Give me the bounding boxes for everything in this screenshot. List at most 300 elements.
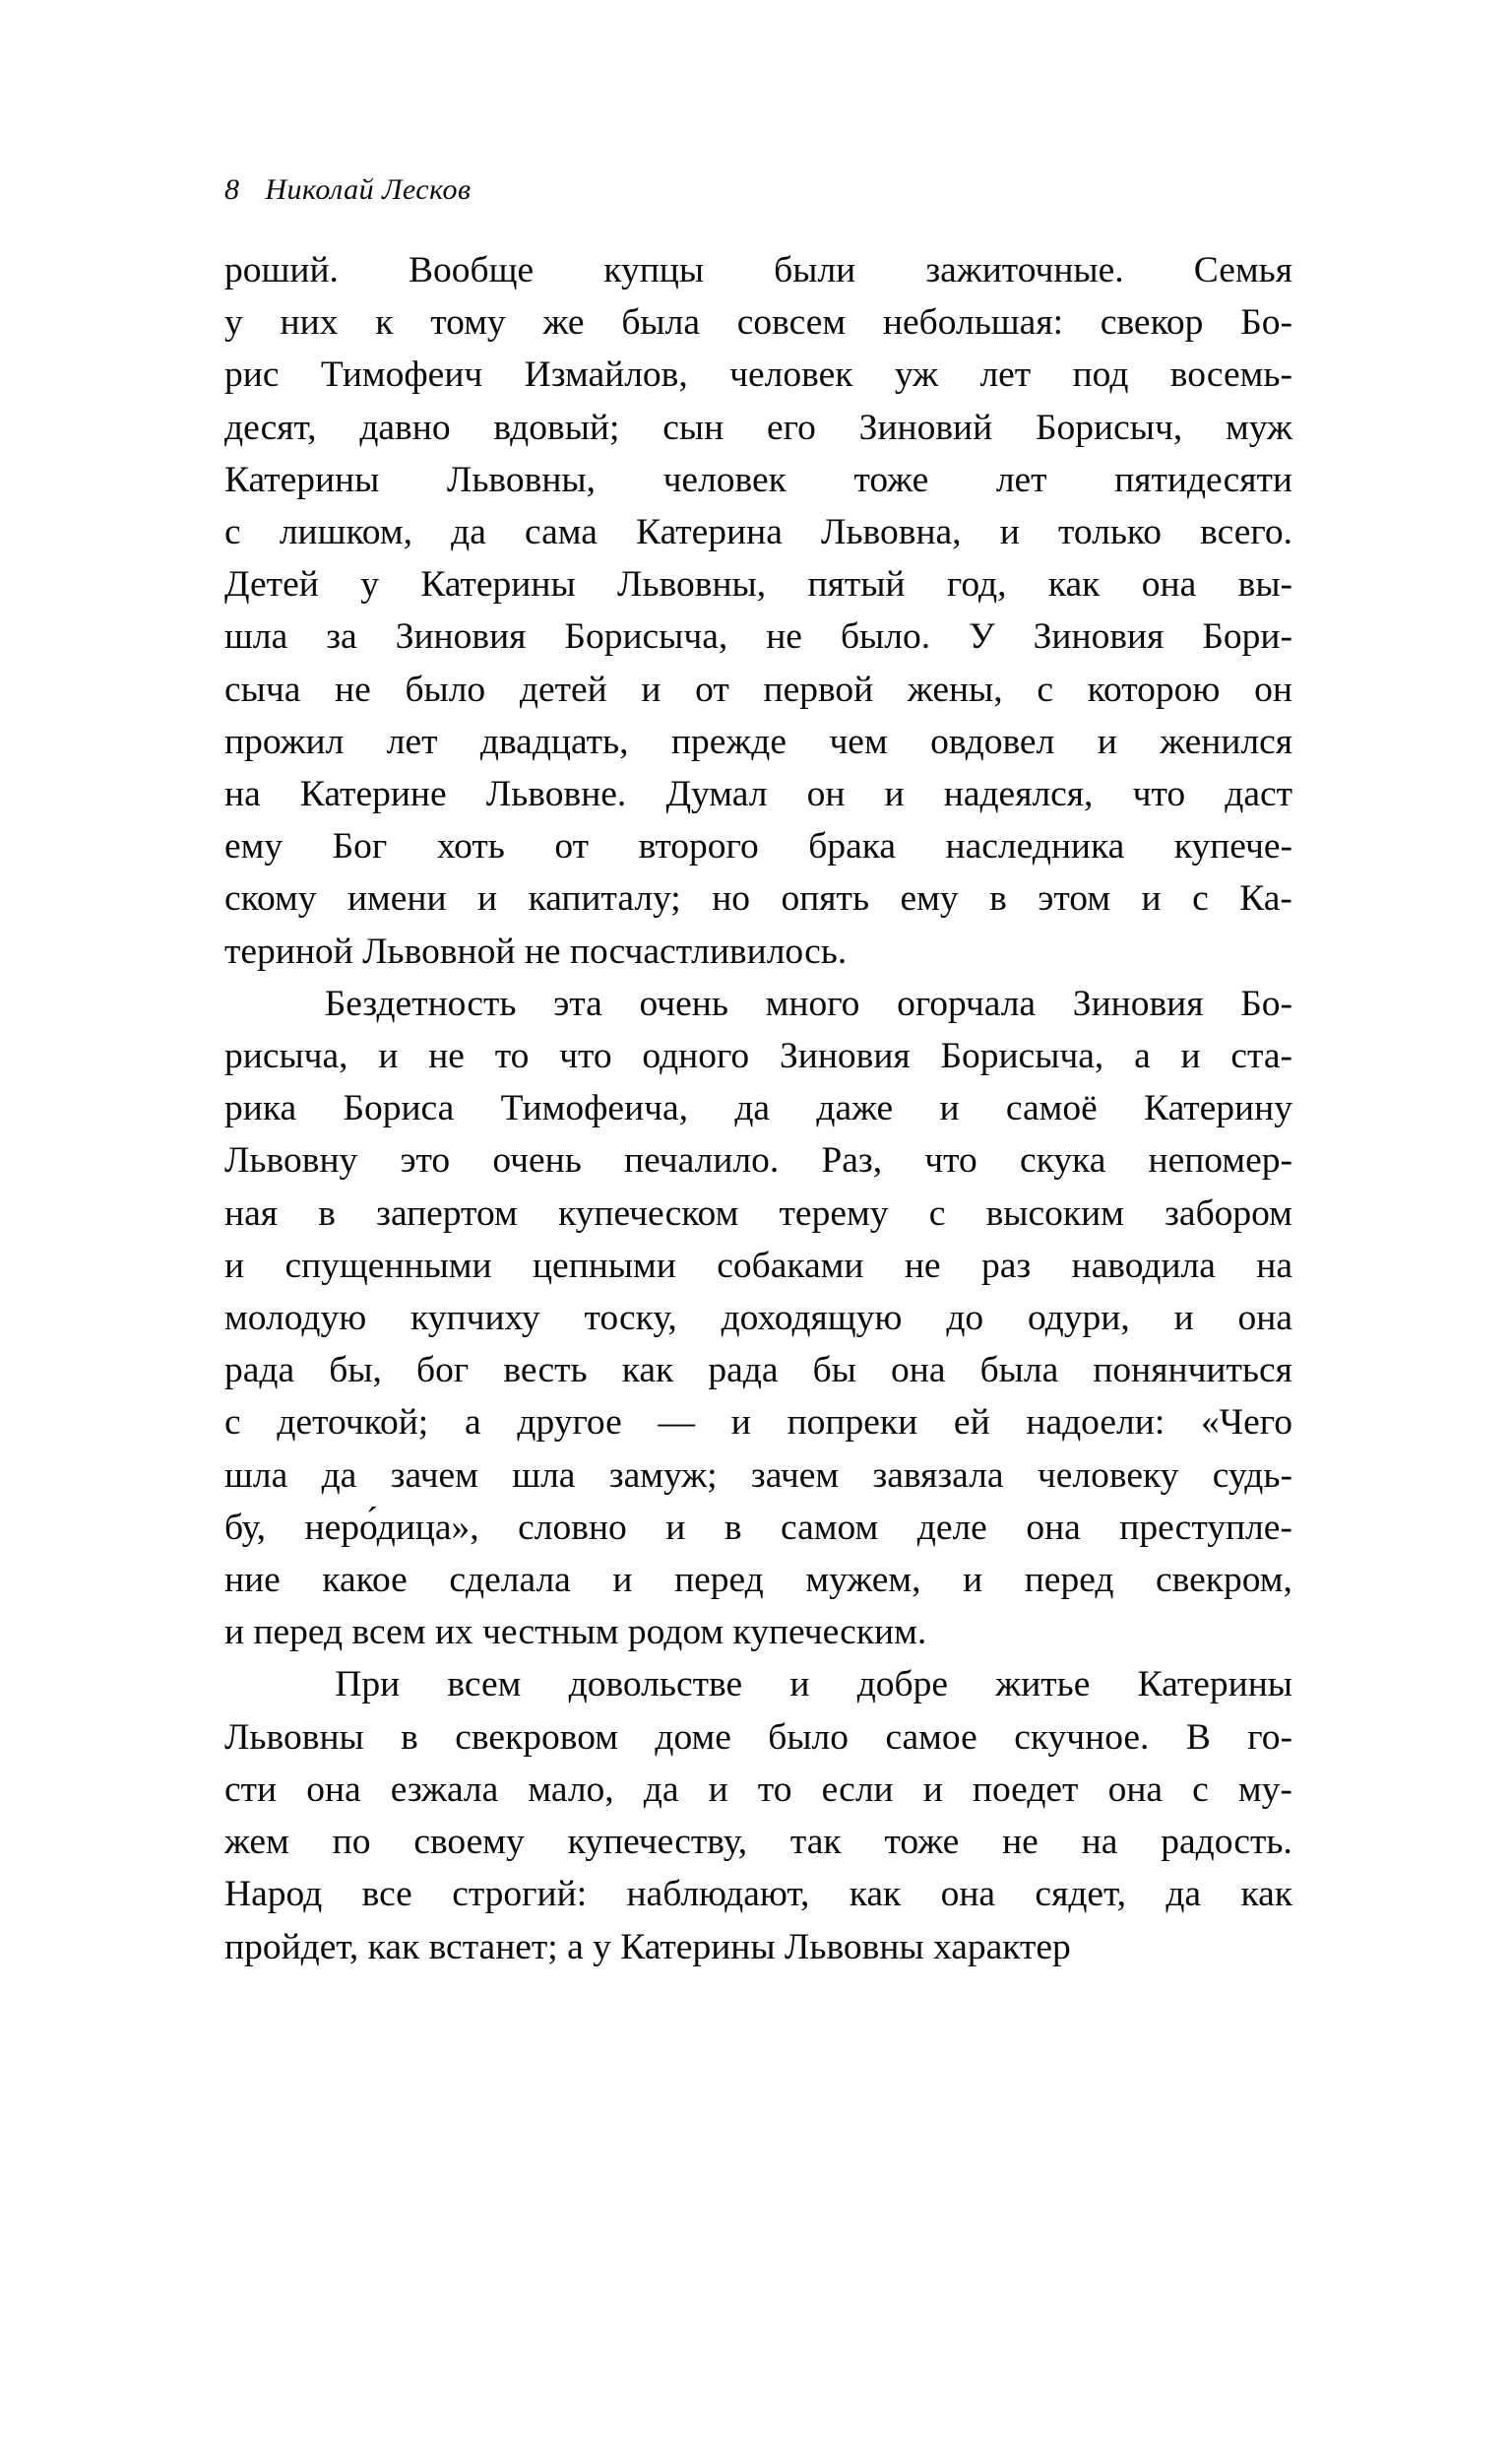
- text-word: наследника: [945, 826, 1125, 868]
- text-line: [224, 716, 1292, 768]
- text-word: лет: [386, 721, 438, 762]
- text-word: первой: [763, 669, 874, 710]
- text-word: шла: [224, 616, 288, 658]
- text-word: Народ: [224, 1874, 323, 1915]
- text-word: на: [1256, 1245, 1292, 1286]
- text-word: капиталу;: [528, 878, 681, 920]
- text-word: уж: [894, 354, 939, 396]
- text-word: эта: [553, 983, 602, 1024]
- text-word: а: [464, 1402, 481, 1444]
- text-word: доходящую: [721, 1298, 903, 1339]
- text-word: зажиточные.: [925, 250, 1124, 290]
- text-word: да: [1166, 1874, 1202, 1915]
- text-word: и: [612, 1560, 633, 1601]
- text-word: жем: [224, 1822, 289, 1863]
- text-word: свекровом: [455, 1716, 618, 1758]
- text-word: добре: [856, 1664, 949, 1705]
- text-word: она: [891, 1350, 946, 1391]
- text-word: человек: [729, 354, 853, 396]
- text-word: забором: [1165, 1192, 1292, 1234]
- text-word: его: [766, 407, 816, 448]
- text-word: и: [1097, 721, 1117, 762]
- text-word: за: [326, 616, 357, 658]
- text-word: и: [1180, 1036, 1201, 1077]
- text-word: лет: [979, 354, 1032, 396]
- text-word: надоели:: [1026, 1402, 1166, 1444]
- text-word: очень: [639, 983, 728, 1024]
- text-word: купцы: [603, 250, 705, 290]
- text-word: женился: [1160, 721, 1292, 762]
- text-word: как: [621, 1350, 674, 1391]
- text-line: [224, 1868, 1292, 1920]
- text-word: раз: [980, 1245, 1032, 1286]
- text-word: что: [559, 1036, 612, 1077]
- text-word: не: [766, 616, 802, 658]
- text-word: Катерину: [1144, 1088, 1292, 1129]
- text-word: да: [451, 512, 486, 553]
- text-word: пятый: [807, 564, 906, 606]
- text-word: она: [1237, 1298, 1292, 1339]
- text-word: какое: [322, 1560, 408, 1601]
- text-word: своему: [413, 1822, 525, 1863]
- text-word: восемь-: [1169, 354, 1292, 396]
- text-word: как: [849, 1874, 902, 1915]
- text-word: зачем: [750, 1454, 840, 1496]
- text-word: зачем: [390, 1454, 478, 1496]
- text-word: В: [1185, 1716, 1211, 1758]
- text-word: го-: [1247, 1716, 1292, 1758]
- text-word: Вообще: [409, 250, 535, 290]
- text-word: Бориса: [343, 1088, 455, 1129]
- text-word: рада: [224, 1350, 295, 1391]
- text-word: было: [405, 669, 486, 710]
- text-word: бог: [416, 1350, 470, 1391]
- text-word: была: [979, 1350, 1059, 1391]
- text-word: то: [494, 1036, 530, 1077]
- text-word: до: [946, 1298, 984, 1339]
- text-word: тому: [430, 302, 506, 344]
- text-word: была: [621, 302, 700, 344]
- text-word: в: [724, 1507, 742, 1548]
- text-word: даже: [816, 1088, 894, 1129]
- text-word: были: [774, 250, 856, 290]
- text-word: скука: [1019, 1140, 1106, 1182]
- text-word: езжала: [390, 1768, 499, 1810]
- text-word: одури,: [1028, 1298, 1130, 1339]
- text-word: замуж;: [608, 1454, 718, 1496]
- text-word: он: [1254, 669, 1292, 710]
- text-word: небольшая:: [882, 302, 1063, 344]
- text-line: [224, 1188, 1292, 1240]
- text-word: Семья: [1193, 250, 1292, 290]
- text-word: цепными: [532, 1245, 676, 1286]
- text-word: довольстве: [568, 1664, 743, 1705]
- text-word: перед: [1024, 1560, 1114, 1601]
- text-word: радость.: [1161, 1822, 1292, 1863]
- text-word: деточкой;: [277, 1402, 429, 1444]
- text-word: она: [1141, 564, 1197, 606]
- text-line: [224, 664, 1292, 716]
- text-word: При: [335, 1664, 401, 1705]
- text-word: Зиновия: [1033, 616, 1165, 658]
- text-word: Львовне.: [485, 774, 627, 815]
- text-word: деле: [916, 1507, 987, 1548]
- text-word: что: [1132, 774, 1186, 815]
- text-word: Борисыч,: [1036, 407, 1183, 448]
- text-word: как: [1240, 1874, 1292, 1915]
- text-word: пятидесяти: [1114, 459, 1292, 500]
- body-text: [224, 244, 1292, 1973]
- text-line: [224, 349, 1292, 401]
- paragraph-indent: [224, 1658, 287, 1710]
- page-number: 8: [224, 173, 240, 206]
- text-word: с: [1192, 1768, 1209, 1810]
- text-word: у: [224, 302, 243, 344]
- text-word: человеку: [1037, 1454, 1179, 1496]
- text-word: человек: [662, 459, 787, 500]
- text-word: что: [924, 1140, 977, 1182]
- text-word: непомер-: [1148, 1140, 1292, 1182]
- text-word: так: [789, 1822, 842, 1863]
- text-word: да: [643, 1768, 679, 1810]
- text-word: она: [306, 1768, 361, 1810]
- text-word: чем: [829, 721, 888, 762]
- text-word: двадцать,: [479, 721, 629, 762]
- text-word: Ка-: [1239, 878, 1292, 920]
- text-word: судь-: [1212, 1454, 1292, 1496]
- text-word: самое: [885, 1716, 977, 1758]
- text-word: с: [224, 1402, 241, 1444]
- text-line: [224, 1502, 1292, 1554]
- text-word: словно: [518, 1507, 627, 1548]
- text-word: Тимофеич: [320, 354, 483, 396]
- text-word: в: [989, 878, 1007, 920]
- running-head-author: Николай Лесков: [265, 173, 472, 206]
- text-word: и: [939, 1088, 960, 1129]
- text-line: [224, 454, 1292, 506]
- text-word: не: [1002, 1822, 1039, 1863]
- text-word: Измайлов,: [524, 354, 688, 396]
- text-line: териной Львовной не посчастливилось.: [224, 931, 848, 972]
- text-word: овдовел: [930, 721, 1055, 762]
- text-word: она: [1026, 1507, 1081, 1548]
- text-word: в: [401, 1716, 418, 1758]
- text-line: [224, 506, 1292, 558]
- text-word: тоску,: [584, 1298, 677, 1339]
- text-word: тоже: [853, 459, 929, 500]
- text-word: весть: [503, 1350, 588, 1391]
- text-word: от: [554, 826, 590, 868]
- text-word: очень: [492, 1140, 582, 1182]
- text-word: не: [904, 1245, 941, 1286]
- text-word: одного: [642, 1036, 750, 1077]
- text-word: Зиновий: [858, 407, 993, 448]
- text-word: давно: [359, 407, 451, 448]
- text-word: сти: [224, 1768, 278, 1810]
- text-word: вдовый;: [493, 407, 620, 448]
- text-word: и: [922, 1768, 943, 1810]
- text-word: наблюдают,: [626, 1874, 810, 1915]
- running-head: [224, 172, 1288, 208]
- text-word: Львовны,: [446, 459, 596, 500]
- text-word: опять: [781, 878, 870, 920]
- text-word: сядет,: [1035, 1874, 1126, 1915]
- text-word: сыча: [224, 669, 301, 710]
- text-word: рисыча,: [224, 1036, 348, 1077]
- text-word: Детей: [224, 564, 319, 606]
- text-word: преступле-: [1119, 1507, 1292, 1548]
- text-word: лет: [995, 459, 1047, 500]
- text-word: шла: [512, 1454, 576, 1496]
- text-word: роший.: [224, 250, 339, 290]
- text-word: и: [963, 1560, 983, 1601]
- text-word: У: [969, 616, 995, 658]
- text-word: терему: [779, 1192, 889, 1234]
- text-word: Зиновия: [1072, 983, 1204, 1024]
- text-word: собаками: [717, 1245, 864, 1286]
- text-word: Тимофеича,: [500, 1088, 689, 1129]
- text-line: [224, 1344, 1292, 1396]
- text-line: [224, 820, 1292, 872]
- text-word: мало,: [528, 1768, 614, 1810]
- text-line: [224, 296, 1292, 349]
- text-word: Бо-: [1240, 302, 1292, 344]
- text-word: же: [542, 302, 585, 344]
- text-word: попреки: [787, 1402, 918, 1444]
- text-line: [224, 1292, 1292, 1344]
- text-word: этом: [1038, 878, 1111, 920]
- text-word: сама: [525, 512, 598, 553]
- text-word: самом: [781, 1507, 879, 1548]
- text-word: от: [695, 669, 729, 710]
- text-word: Борисыча,: [564, 616, 728, 658]
- text-line: [224, 1658, 1292, 1710]
- text-word: с: [1037, 669, 1053, 710]
- text-word: Думал: [665, 774, 768, 815]
- text-word: шла: [224, 1454, 288, 1496]
- text-word: ная: [224, 1192, 278, 1234]
- text-word: жены,: [907, 669, 1003, 710]
- text-word: огорчала: [897, 983, 1037, 1024]
- text-word: житье: [995, 1664, 1091, 1705]
- paragraph-indent: [224, 978, 287, 1030]
- text-word: у: [360, 564, 379, 606]
- text-word: бу,: [224, 1507, 267, 1548]
- text-word: если: [821, 1768, 894, 1810]
- text-word: ему: [900, 878, 959, 920]
- text-word: лишком,: [279, 512, 412, 553]
- text-word: и: [665, 1507, 686, 1548]
- text-word: и: [477, 878, 498, 920]
- text-word: в: [318, 1192, 336, 1234]
- text-line: [224, 1134, 1292, 1187]
- text-word: брака: [808, 826, 897, 868]
- text-line: [224, 1711, 1292, 1764]
- text-word: Бори-: [1202, 616, 1292, 658]
- text-line: [224, 1240, 1292, 1292]
- text-word: Бездетность: [324, 983, 517, 1024]
- text-word: скучное.: [1014, 1716, 1150, 1758]
- text-word: и: [999, 512, 1020, 553]
- text-word: Катерина: [636, 512, 783, 553]
- text-word: Борисыча,: [940, 1036, 1104, 1077]
- text-word: с: [1192, 878, 1209, 920]
- text-word: тоже: [884, 1822, 960, 1863]
- text-word: купчиху: [410, 1298, 540, 1339]
- text-word: десят,: [224, 407, 317, 448]
- text-word: мужем,: [805, 1560, 921, 1601]
- text-word: второго: [638, 826, 759, 868]
- text-word: свекром,: [1156, 1560, 1292, 1601]
- text-word: прожил: [224, 721, 345, 762]
- text-word: и: [641, 669, 662, 710]
- text-word: ста-: [1230, 1036, 1292, 1077]
- text-word: Катерины: [1137, 1664, 1292, 1705]
- text-line: [224, 1554, 1292, 1606]
- text-word: да: [321, 1454, 357, 1496]
- text-word: прежде: [670, 721, 788, 762]
- text-word: Зиновия: [779, 1036, 911, 1077]
- text-word: даст: [1225, 774, 1292, 815]
- text-word: которою: [1087, 669, 1221, 710]
- text-word: Львовну: [224, 1140, 358, 1182]
- text-word: Львовна,: [821, 512, 962, 553]
- text-word: молодую: [224, 1298, 367, 1339]
- text-word: купеческом: [557, 1192, 739, 1234]
- text-word: да: [734, 1088, 771, 1129]
- text-line: [224, 611, 1292, 663]
- text-word: имени: [346, 878, 447, 920]
- text-word: все: [361, 1874, 412, 1915]
- text-word: спущенными: [284, 1245, 492, 1286]
- text-word: она: [1107, 1768, 1164, 1810]
- text-word: а: [1134, 1036, 1151, 1077]
- text-word: Бо-: [1240, 983, 1292, 1024]
- text-line: [224, 558, 1292, 611]
- text-word: и: [1141, 878, 1162, 920]
- text-word: на: [224, 774, 261, 815]
- text-word: он: [806, 774, 846, 815]
- text-word: то: [757, 1768, 792, 1810]
- text-line: [224, 1449, 1292, 1502]
- text-word: ему: [224, 826, 284, 868]
- text-line: [224, 1396, 1292, 1448]
- text-word: купечеству,: [567, 1822, 748, 1863]
- text-line: и перед всем их честным родом купеческим.: [224, 1612, 927, 1653]
- text-word: рика: [224, 1088, 297, 1129]
- text-word: сделала: [449, 1560, 571, 1601]
- text-word: всего.: [1200, 512, 1292, 553]
- text-word: было: [768, 1716, 850, 1758]
- text-word: она: [940, 1874, 996, 1915]
- text-word: «Чего: [1201, 1402, 1292, 1444]
- text-word: как: [1047, 564, 1101, 606]
- text-word: понянчиться: [1093, 1350, 1292, 1391]
- text-word: ей: [953, 1402, 990, 1444]
- text-word: скому: [224, 878, 317, 920]
- text-word: Катерины: [224, 459, 380, 500]
- text-word: детей: [519, 669, 607, 710]
- text-word: с: [928, 1192, 946, 1234]
- text-word: под: [1072, 354, 1129, 396]
- text-word: Львовны: [224, 1716, 364, 1758]
- text-line: [224, 978, 1292, 1030]
- text-word: Катерины: [420, 564, 576, 606]
- text-word: доме: [655, 1716, 731, 1758]
- text-word: и: [224, 1245, 245, 1286]
- text-line: [224, 768, 1292, 820]
- text-word: Катерине: [299, 774, 447, 815]
- text-word: запертом: [376, 1192, 518, 1234]
- paragraph-1: [224, 244, 1292, 978]
- text-word: бы,: [329, 1350, 382, 1391]
- text-word: было.: [840, 616, 931, 658]
- text-word: не: [428, 1036, 465, 1077]
- text-word: му-: [1237, 1768, 1292, 1810]
- text-word: и: [884, 774, 905, 815]
- text-word: неро́дица»,: [304, 1507, 479, 1548]
- paragraph-2: [224, 978, 1292, 1659]
- text-word: Зиновия: [395, 616, 527, 658]
- text-word: но: [712, 878, 751, 920]
- text-word: другое: [517, 1402, 622, 1444]
- text-word: печалило.: [624, 1140, 780, 1182]
- text-word: самоё: [1005, 1088, 1098, 1129]
- text-word: сын: [662, 407, 724, 448]
- text-line: [224, 402, 1292, 454]
- text-word: Раз,: [821, 1140, 883, 1182]
- text-line: [224, 1764, 1292, 1816]
- paragraph-3: [224, 1658, 1292, 1972]
- text-word: совсем: [736, 302, 847, 344]
- text-word: Бог: [332, 826, 388, 868]
- text-word: на: [1081, 1822, 1118, 1863]
- text-word: Львовны,: [617, 564, 767, 606]
- text-word: к: [375, 302, 394, 344]
- text-word: много: [765, 983, 860, 1024]
- text-line: пройдет, как встанет; а у Катерины Львовны характер: [224, 1926, 1071, 1967]
- text-word: надеялся,: [943, 774, 1094, 815]
- text-word: муж: [1226, 407, 1292, 448]
- text-line: [224, 1082, 1292, 1134]
- text-word: рада: [708, 1350, 779, 1391]
- text-line: [224, 1030, 1292, 1082]
- text-word: них: [280, 302, 339, 344]
- text-word: вы-: [1237, 564, 1292, 606]
- text-word: завязала: [872, 1454, 1004, 1496]
- text-line: [224, 1816, 1292, 1868]
- text-word: перед: [674, 1560, 764, 1601]
- text-word: и: [1173, 1298, 1194, 1339]
- text-word: ние: [224, 1560, 281, 1601]
- text-word: и: [730, 1402, 751, 1444]
- text-word: это: [400, 1140, 451, 1182]
- text-word: по: [332, 1822, 371, 1863]
- text-word: наводила: [1071, 1245, 1216, 1286]
- text-word: с: [224, 512, 241, 553]
- text-word: и: [378, 1036, 399, 1077]
- text-word: хоть: [436, 826, 505, 868]
- text-word: поедет: [972, 1768, 1079, 1810]
- text-word: бы: [812, 1350, 856, 1391]
- text-word: —: [658, 1402, 696, 1444]
- text-word: всем: [447, 1664, 522, 1705]
- text-word: строгий:: [452, 1874, 588, 1915]
- text-line: [224, 872, 1292, 925]
- text-line: [224, 244, 1292, 296]
- text-word: купече-: [1173, 826, 1292, 868]
- text-word: высоким: [985, 1192, 1124, 1234]
